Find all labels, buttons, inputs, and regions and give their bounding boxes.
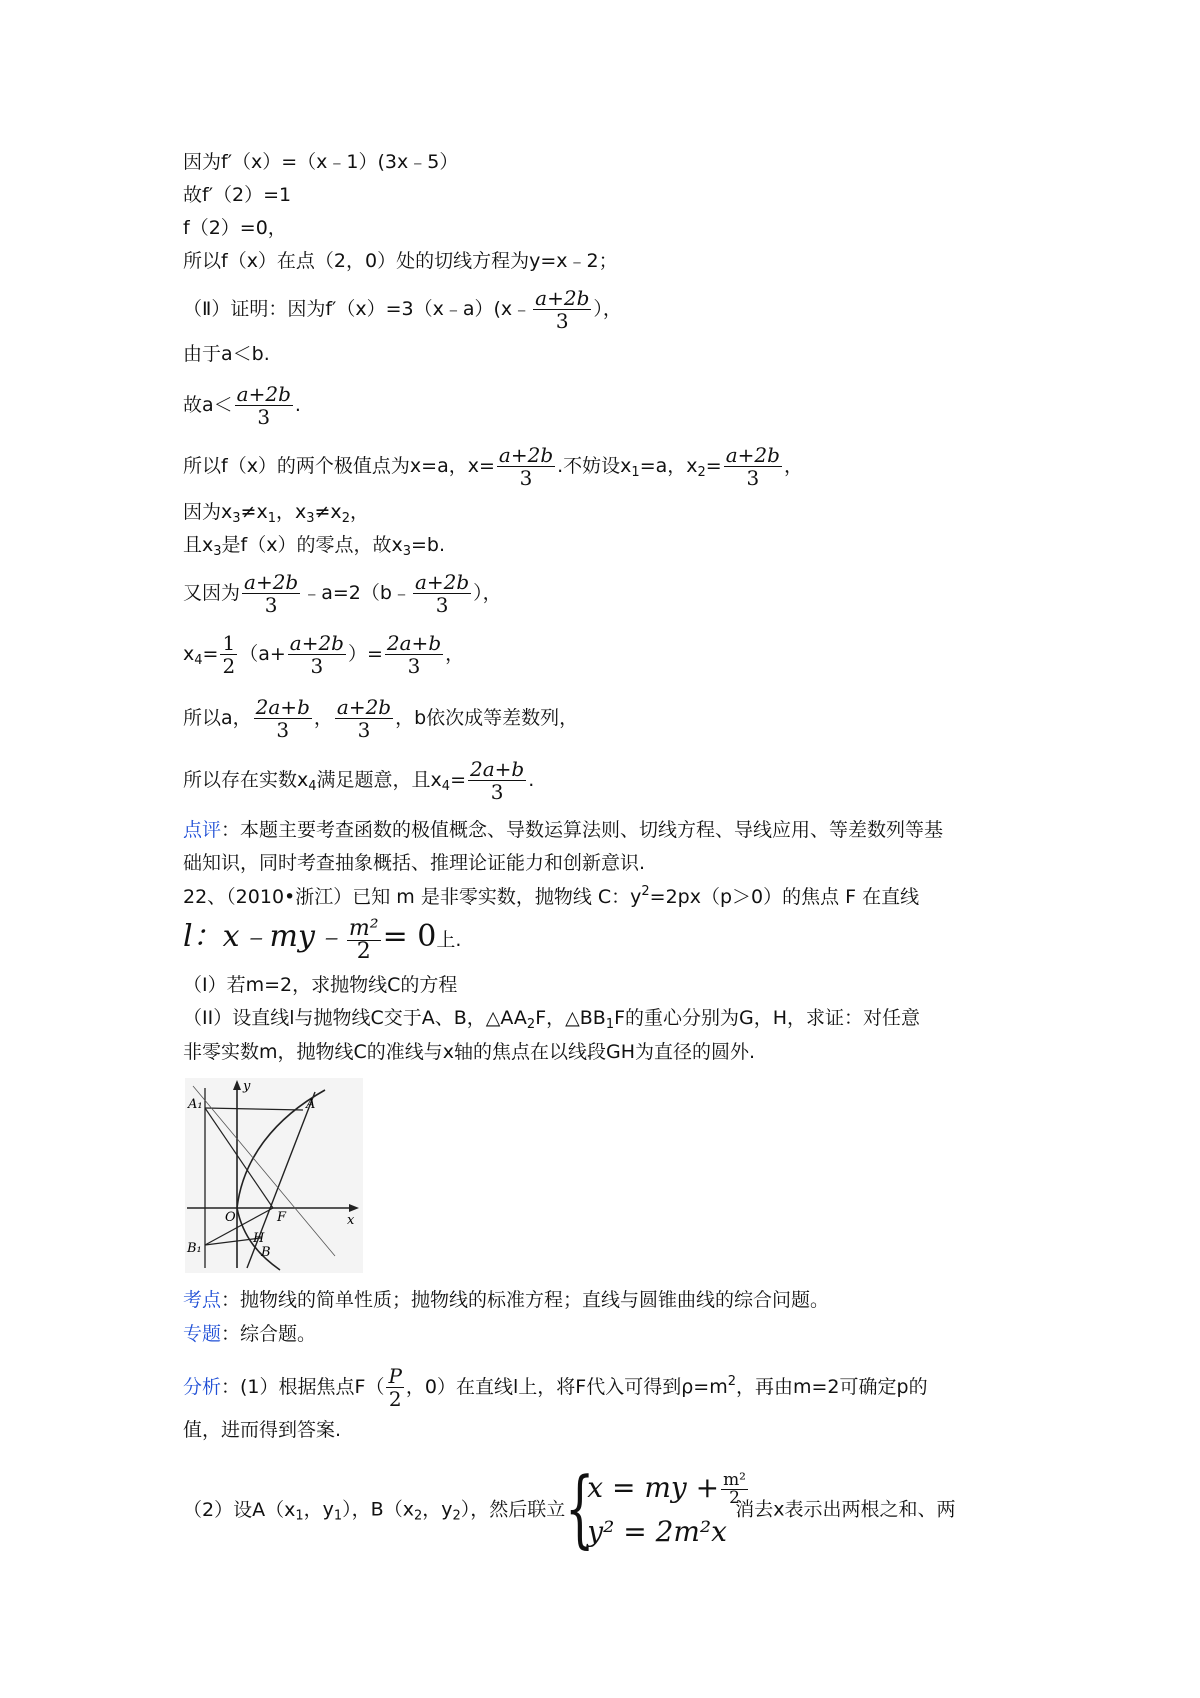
line-5: （Ⅱ）证明：因为f′（x）=3（x﹣a）(x﹣ $\frac{a+2b}{3}$ ）， (183, 286, 622, 333)
question-22-line-equation: l：x﹣my﹣ $\frac{\text{m²}}{2}$ = 0上. (183, 916, 462, 964)
label-b: B (261, 1245, 271, 1260)
review-line-2: 础知识，同时考查抽象概括、推理论证能力和创新意识. (183, 852, 646, 874)
label-f: F (277, 1210, 287, 1225)
fraction-a2b-over-3: $\frac{a+2b}{3}$ (498, 443, 554, 490)
label-o: O (225, 1210, 236, 1225)
line-3: f（2）=0， (183, 217, 287, 239)
line-10: 且$x_3$是f（x）的零点，故$x_3=b$. (183, 534, 446, 559)
fraction-2ab-over-3: $\frac{2a+b}{3}$ (255, 695, 310, 742)
fraction-a2b-over-3: $\frac{a+2b}{3}$ (336, 695, 392, 742)
parabola-figure (185, 1078, 363, 1273)
kaodian-line: 考点：抛物线的简单性质；抛物线的标准方程；直线与圆锥曲线的综合问题。 (183, 1289, 830, 1311)
question-22-line-1: 22、（2010•浙江）已知 m 是非零实数，抛物线 C：$y^2=2px(p>0)$的焦点 F 在直线 (183, 884, 920, 908)
label-y: y (243, 1079, 251, 1094)
line-7: 故a＜ $\frac{a+2b}{3}$ . (183, 382, 301, 429)
kaodian-label: 考点 (183, 1289, 222, 1311)
fraction-a2b-over-3: $\frac{a+2b}{3}$ (244, 570, 299, 617)
fraction-a2b-over-3: $\frac{a+2b}{3}$ (725, 443, 780, 490)
label-h: H (253, 1231, 265, 1246)
analysis-part-2-line: （2）设$A(x_1$，$y_1$），$B(x_2$，$y_2$），然后联立 { x = my + $\frac{\text{m²}}{2}$ y² = 2m²x 消去x表示出两根之和、两 (183, 1459, 956, 1557)
question-22-part-ii: （II）设直线l与抛物线C交于A、B，$\triangle AA_2F$，$\triangle BB_1F$的重心分别为G，H，求证：对任意 (183, 1007, 921, 1032)
fraction-a2b-over-3: $\frac{a+2b}{3}$ (236, 382, 291, 429)
fenxi-label: 分析 (183, 1376, 222, 1398)
review-line-1: 点评：本题主要考查函数的极值概念、导数运算法则、切线方程、导线应用、等差数列等基 (183, 819, 944, 841)
zhuanti-label: 专题 (183, 1323, 222, 1345)
fraction-1-over-2: $\frac{1}{2}$ (222, 631, 236, 678)
line-11: 又因为 $\frac{a+2b}{3}$ ﹣a=2（b﹣ $\frac{a+2b}{3}$ ）， (183, 570, 502, 617)
fenxi-line-1: 分析：(1）根据焦点F（ $\frac{P}{2}$ ，0）在直线l上，将F代入可得到$\rho=m^2$，再由m=2可确定p的 (183, 1364, 928, 1411)
review-label: 点评 (183, 819, 222, 841)
label-a1: A₁ (188, 1097, 203, 1112)
fraction-a2b-over-3: $\frac{a+2b}{3}$ (535, 286, 590, 333)
line-12: $x_4=$ $\frac{1}{2}$ （a+ $\frac{a+2b}{3}$ ）= $\frac{2a+b}{3}$ ， (183, 631, 465, 678)
fraction-p-over-2: $\frac{P}{2}$ (388, 1364, 402, 1411)
line-14: 所以存在实数$x_4$满足题意，且$x_4=$ $\frac{2a+b}{3}$ . (183, 757, 535, 804)
fraction-2ab-over-3: $\frac{2a+b}{3}$ (469, 757, 525, 804)
line-6: 由于a＜b. (183, 343, 270, 365)
line-2: 故f′（2）=1 (183, 184, 292, 206)
line-13: 所以a， $\frac{2a+b}{3}$ ， $\frac{a+2b}{3}$ ，b依次成等差数列， (183, 695, 579, 742)
fraction-a2b-over-3: $\frac{a+2b}{3}$ (414, 570, 470, 617)
line-8: 所以f（x）的两个极值点为x=a，x= $\frac{a+2b}{3}$ .不妨设$x_1=a$，$x_2=$ $\frac{a+2b}{3}$ ， (183, 443, 803, 490)
fraction-2ab-over-3: $\frac{2a+b}{3}$ (386, 631, 442, 678)
equation-system: { x = my + $\frac{\text{m²}}{2}$ y² = 2m²x (565, 1459, 746, 1557)
fraction-m2-over-2: $\frac{\text{m²}}{2}$ (723, 1470, 746, 1508)
fraction-a2b-over-3: $\frac{a+2b}{3}$ (289, 631, 344, 678)
line-9: 因为$x_3\ne x_1$，$x_3\ne x_2$， (183, 501, 369, 526)
label-a: A (306, 1097, 316, 1112)
line-1: 因为f′（x）=（x﹣1）(3x﹣5） (183, 151, 459, 173)
left-brace: { (565, 1459, 595, 1557)
fenxi-line-2: 值，进而得到答案. (183, 1419, 342, 1441)
fraction-m2-over-2: $\frac{\text{m²}}{2}$ (348, 916, 379, 964)
question-22-part-i: （I）若m=2，求抛物线C的方程 (183, 974, 458, 996)
line-4: 所以f（x）在点（2，0）处的切线方程为y=x﹣2； (183, 250, 618, 272)
label-b1: B₁ (187, 1241, 202, 1256)
question-22-part-ii-line-2: 非零实数m，抛物线C的准线与x轴的焦点在以线段GH为直径的圆外. (183, 1041, 756, 1063)
label-x: x (347, 1213, 355, 1228)
zhuanti-line: 专题：综合题。 (183, 1323, 317, 1345)
